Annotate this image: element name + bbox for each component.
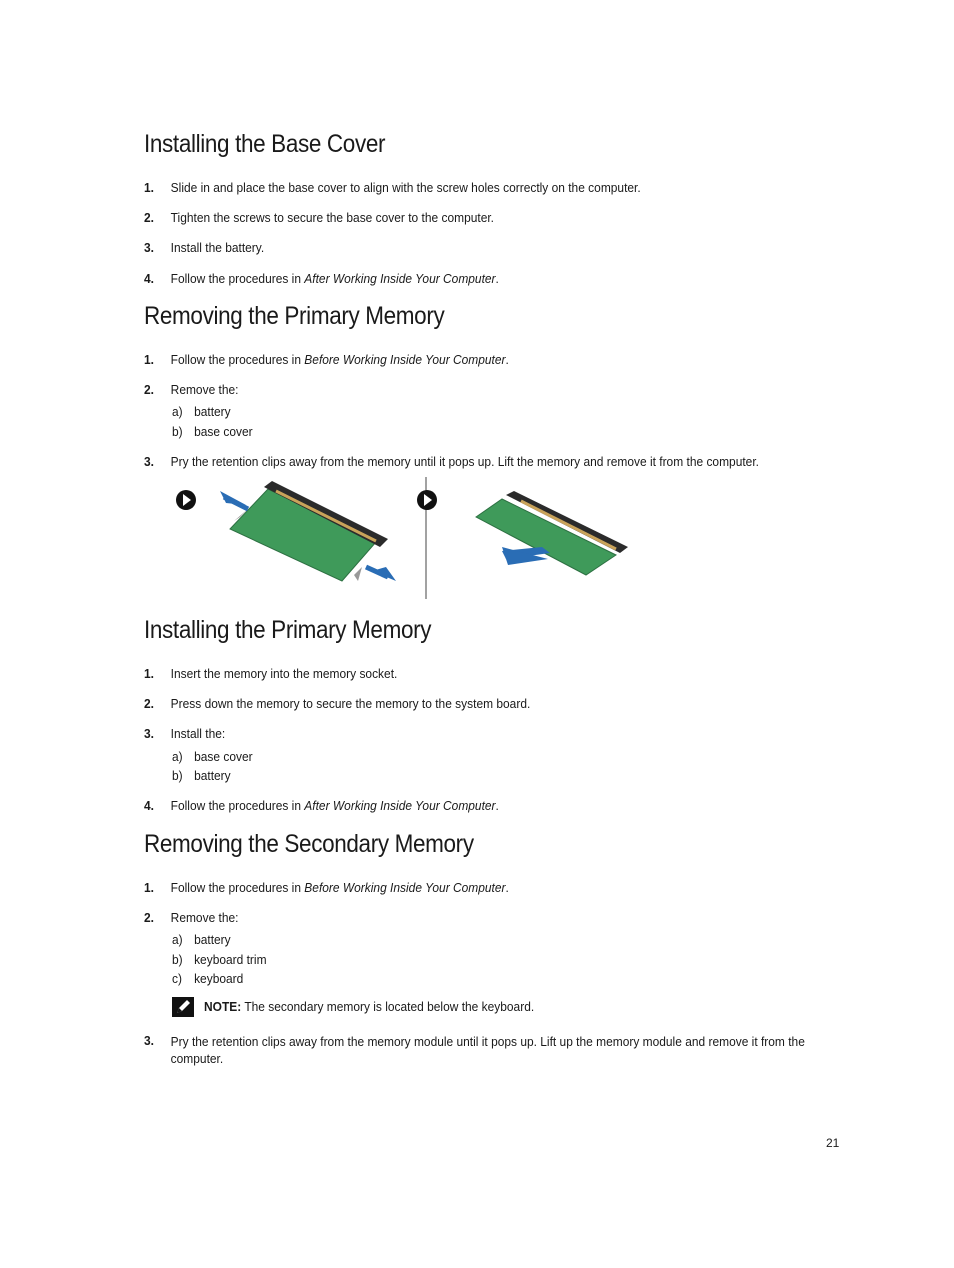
- step-number: 3.: [144, 454, 154, 469]
- heading-removing-primary-memory: Removing the Primary Memory: [144, 302, 445, 330]
- heading-removing-secondary-memory: Removing the Secondary Memory: [144, 830, 474, 858]
- step-text: Pry the retention clips away from the memory until it pops up. Lift the memory and remove it from the computer.: [170, 454, 759, 469]
- note-text: The secondary memory is located below the keyboard.: [241, 999, 535, 1014]
- heading-installing-primary-memory: Installing the Primary Memory: [144, 616, 432, 644]
- step-text: Insert the memory into the memory socket.: [170, 666, 398, 681]
- step-text: Install the:: [170, 726, 226, 741]
- note-box: [172, 997, 535, 1017]
- step-text: Follow the procedures in After Working Inside Your Computer.: [170, 271, 499, 286]
- step-text: Remove the:: [170, 910, 239, 925]
- page-number: 21: [826, 1136, 840, 1150]
- step-1-circle-icon: [176, 490, 196, 510]
- step-number: 1.: [144, 352, 154, 367]
- step-number: 4.: [144, 271, 154, 286]
- step-text: Remove the:: [170, 382, 239, 397]
- step-text: Tighten the screws to secure the base cover to the computer.: [170, 210, 495, 225]
- memory-module-illustration: [476, 491, 628, 575]
- note-pencil-icon: [172, 997, 194, 1017]
- step-number: 1.: [144, 180, 154, 195]
- heading-installing-base-cover: Installing the Base Cover: [144, 130, 386, 158]
- step-number: 3.: [144, 1033, 154, 1048]
- step-number: 3.: [144, 726, 154, 741]
- step-number: 1.: [144, 880, 154, 895]
- link-before-working[interactable]: Before Working Inside Your Computer: [304, 880, 506, 895]
- link-before-working[interactable]: Before Working Inside Your Computer: [304, 352, 506, 367]
- step-text: Press down the memory to secure the memory to the system board.: [170, 696, 531, 711]
- link-after-working[interactable]: After Working Inside Your Computer: [304, 798, 496, 813]
- link-after-working[interactable]: After Working Inside Your Computer: [304, 271, 496, 286]
- step-text: Follow the procedures in Before Working Inside Your Computer.: [170, 880, 509, 895]
- arrow-icon: [502, 547, 550, 565]
- step-number: 2.: [144, 382, 154, 397]
- memory-removal-illustration: [176, 477, 656, 599]
- step-text: Slide in and place the base cover to align with the screw holes correctly on the computer.: [170, 180, 641, 195]
- note-label: NOTE:: [204, 999, 242, 1014]
- step-text: Install the battery.: [170, 240, 265, 255]
- step-text: Follow the procedures in Before Working Inside Your Computer.: [170, 352, 509, 367]
- step-number: 4.: [144, 798, 154, 813]
- step-number: 2.: [144, 910, 154, 925]
- step-number: 3.: [144, 240, 154, 255]
- memory-module-illustration: [230, 481, 388, 581]
- step-text: Pry the retention clips away from the memory module until it pops up. Lift up the memory module and remove it from the computer.: [170, 1034, 805, 1066]
- step-number: 2.: [144, 696, 154, 711]
- step-text: Follow the procedures in After Working Inside Your Computer.: [170, 798, 499, 813]
- step-number: 1.: [144, 666, 154, 681]
- step-number: 2.: [144, 210, 154, 225]
- step-2-circle-icon: [417, 490, 437, 510]
